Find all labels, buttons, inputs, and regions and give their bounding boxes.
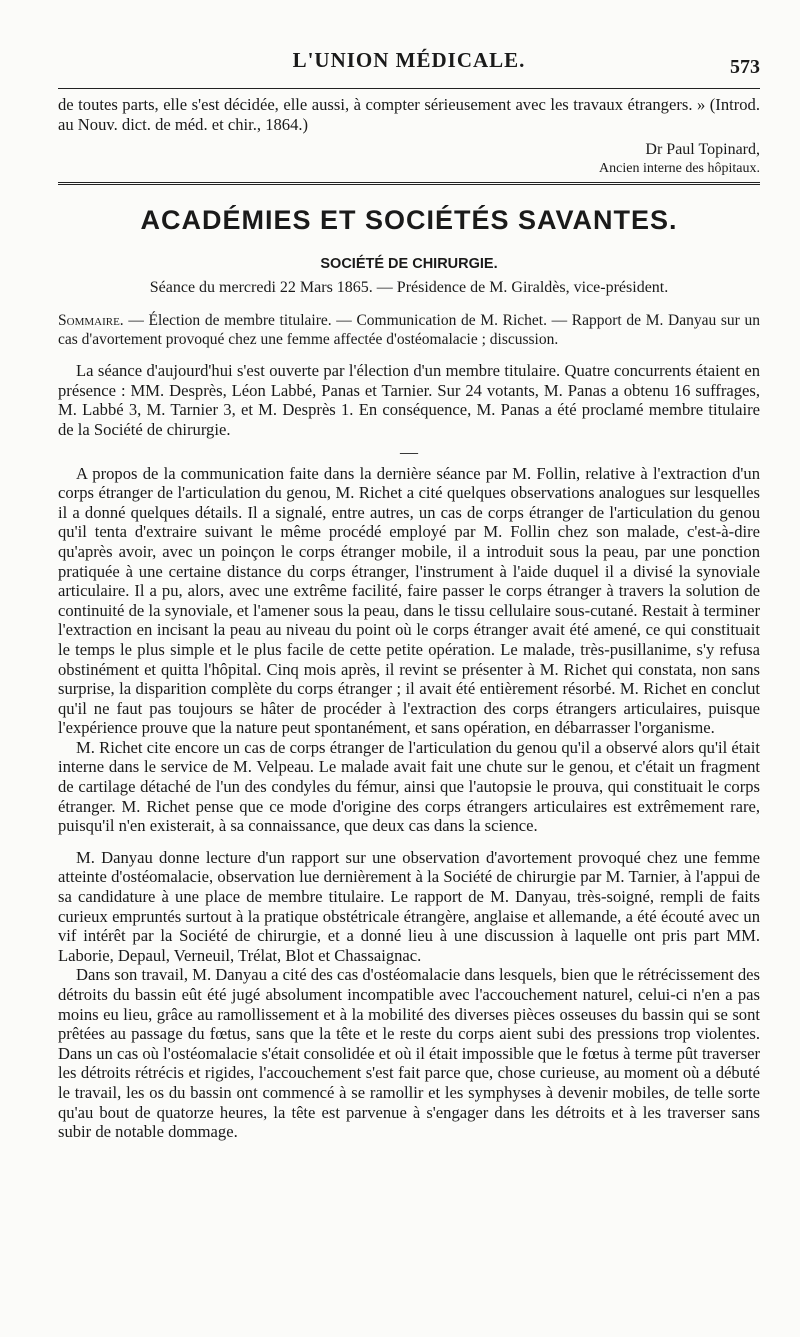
paragraph-richet-1: A propos de la communication faite dans la dernière séance par M. Follin, relative à l'extraction d'un corps étranger de l'articulation du genou, M. Richet a cité quelques observations analogues sur lesquelles il a donné quelques détails. Il a signalé, entre autres, un cas de corps étranger de l'articulation du genou qu'il tenta d'extraire suivant le même procédé employé par M. Follin chez son malade, c'est-à-dire qu'après avoir, avec un poinçon le corps étranger mobile, il a introduit sous la peau, par une ponction pratiquée à une certaine distance du corps étranger, l'instrument à l'aide duquel il a divisé la synoviale articulaire. Il a pu, alors, avec une extrême facilité, faire passer le corps étranger à travers la solution de continuité de la synoviale, et l'amener sous la peau, dans le tissu cellulaire sous-cutané. Restait à terminer l'extraction en incisant la peau au niveau du point où le corps étranger avait été amené, ce qui constituait le temps le plus simple et le plus facile de cette petite opération. Le malade, très-pusillanime, s'y refusa obstinément et quitta l'hôpital. Cinq mois après, il revint se présenter à M. Richet qui constata, non sans surprise, la disparition complète du corps étranger ; il avait été entièrement résorbé. M. Richet en conclut qu'il ne faut pas toujours se hâter de procéder à l'extraction des corps étrangers articulaires, puisque l'expérience prouve que la nature peut spontanément, et sans opération, en débarrasser l'organisme. (58, 463, 760, 738)
author-role: Ancien interne des hôpitaux. (599, 161, 760, 177)
header-rule (58, 88, 760, 89)
section-title: ACADÉMIES ET SOCIÉTÉS SAVANTES. (140, 205, 678, 236)
society-title: SOCIÉTÉ DE CHIRURGIE. (320, 256, 498, 273)
paragraph-separator: — (400, 441, 418, 462)
summary-text: — Élection de membre titulaire. — Communication de M. Richet. — Rapport de M. Danyau sur un cas d'avortement provoqué chez une femme affectée d'ostéomalacie ; discussion. (58, 312, 760, 348)
page-number: 573 (730, 56, 760, 78)
paragraph-election: La séance d'aujourd'hui s'est ouverte par l'élection d'un membre titulaire. Quatre concurrents étaient en présence : MM. Desprès, Léon Labbé, Panas et Tarnier. Sur 24 votants, M. Panas a obtenu 16 suffrages, M. Labbé 3, M. Tarnier 3, et M. Desprès 1. En conséquence, M. Panas a été proclamé membre titulaire de la Société de chirurgie. (58, 361, 760, 439)
paragraph-richet-2: M. Richet cite encore un cas de corps étranger de l'articulation du genou qu'il a observé alors qu'il était interne dans le service de M. Velpeau. Le malade avait fait une chute sur le genou, et c'était un fragment de cartilage détaché de l'un des condyles du fémur, ainsi que l'autopsie le prouva, qui constituait le corps étranger. M. Richet pense que ce mode d'origine des corps étrangers articulaires est extrêmement rare, puisqu'il n'en existerait, à sa connaissance, que deux cas dans la science. (58, 737, 760, 836)
session-line: Séance du mercredi 22 Mars 1865. — Présidence de M. Giraldès, vice-président. (149, 279, 669, 297)
journal-title: L'UNION MÉDICALE. (292, 48, 526, 72)
section-divider (58, 182, 760, 187)
intro-text: de toutes parts, elle s'est décidée, elle aussi, à compter sérieusement avec les travaux étrangers. » (Introd. au Nouv. dict. de méd. et chir., 1864.) (58, 95, 760, 134)
summary-label: Sommaire. (58, 312, 124, 330)
page-header (58, 48, 760, 80)
author-signature: Dr Paul Topinard, (645, 141, 760, 159)
summary (58, 312, 760, 349)
paragraph-danyau-2: Dans son travail, M. Danyau a cité des cas d'ostéomalacie dans lesquels, bien que le rétrécissement des détroits du bassin eût été jugé absolument incompatible avec l'accouchement naturel, celui-ci n'en a pas moins eu lieu, grâce au ramollissement et à la mobilité des diverses pièces osseuses du bassin qui se sont prêtées au passage du fœtus, sans que la tête et le reste du corps aient subi des pressions trop violentes. Dans un cas où l'ostéomalacie s'était consolidée et où il était impossible que le fœtus à terme pût traverser les détroits rétrécis et rigides, l'accouchement s'est fait parce que, chose curieuse, au moment où a débuté le travail, les os du bassin ont commencé à se ramollir et les symphyses à devenir mobiles, de telle sorte qu'au bout de quatorze heures, la tête est parvenue à s'engager dans les détroits et à les traverser sans subir de notable dommage. (58, 965, 760, 1142)
paragraph-danyau-1: M. Danyau donne lecture d'un rapport sur une observation d'avortement provoqué chez une femme atteinte d'ostéomalacie, observation lue dernièrement à la Société de chirurgie par M. Tarnier, à l'appui de sa candidature à une place de membre titulaire. Le rapport de M. Danyau, très-soigné, rempli de faits curieux empruntés surtout à la pratique obstétricale étrangère, anglaise et allemande, a été écouté avec un vif intérêt par la Société de chirurgie, et a donné lieu à une discussion à laquelle ont pris part MM. Laborie, Depaul, Verneuil, Trélat, Blot et Chassaignac. (58, 847, 760, 965)
